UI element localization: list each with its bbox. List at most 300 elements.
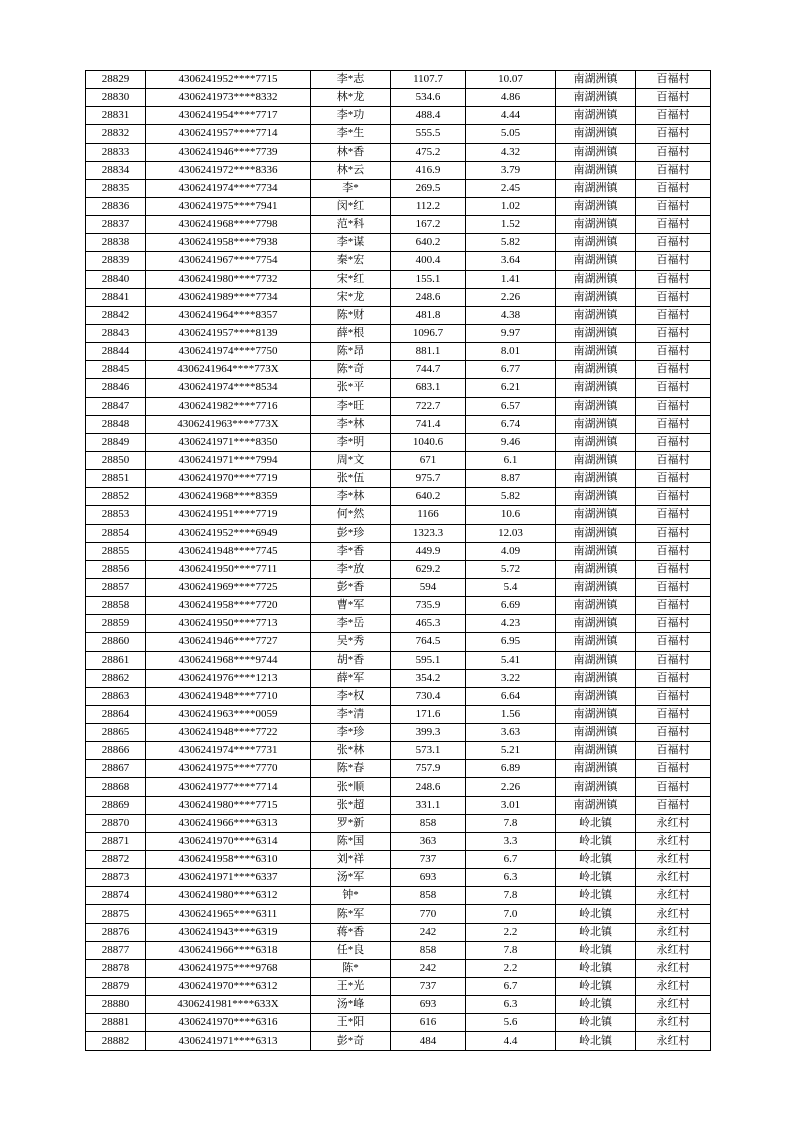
table-cell-id_masked: 4306241973****8332 xyxy=(146,89,311,107)
table-cell-village: 百福村 xyxy=(636,687,711,705)
table-cell-id_masked: 4306241971****8350 xyxy=(146,433,311,451)
table-cell-rate: 5.82 xyxy=(466,488,556,506)
table-row xyxy=(86,216,711,234)
table-cell-village: 百福村 xyxy=(636,615,711,633)
table-cell-town: 南湖洲镇 xyxy=(556,89,636,107)
table-cell-id_masked: 4306241968****7798 xyxy=(146,216,311,234)
table-cell-name: 李*林 xyxy=(311,415,391,433)
table-row xyxy=(86,978,711,996)
table-row xyxy=(86,270,711,288)
table-cell-town: 南湖洲镇 xyxy=(556,361,636,379)
table-row xyxy=(86,941,711,959)
table-cell-seq: 28840 xyxy=(86,270,146,288)
table-row xyxy=(86,742,711,760)
table-cell-id_masked: 4306241946****7739 xyxy=(146,143,311,161)
table-cell-seq: 28829 xyxy=(86,71,146,89)
table-cell-rate: 6.95 xyxy=(466,633,556,651)
table-cell-town: 南湖洲镇 xyxy=(556,197,636,215)
table-cell-town: 岭北镇 xyxy=(556,959,636,977)
table-cell-id_masked: 4306241989****7734 xyxy=(146,288,311,306)
table-cell-seq: 28869 xyxy=(86,796,146,814)
table-cell-amount: 881.1 xyxy=(391,343,466,361)
table-cell-amount: 112.2 xyxy=(391,197,466,215)
table-cell-name: 李*旺 xyxy=(311,397,391,415)
table-cell-village: 百福村 xyxy=(636,470,711,488)
table-row xyxy=(86,197,711,215)
table-row xyxy=(86,905,711,923)
table-cell-village: 百福村 xyxy=(636,179,711,197)
table-cell-village: 百福村 xyxy=(636,252,711,270)
table-cell-rate: 6.74 xyxy=(466,415,556,433)
table-row xyxy=(86,996,711,1014)
table-cell-name: 李*珍 xyxy=(311,724,391,742)
table-cell-rate: 6.3 xyxy=(466,869,556,887)
table-cell-rate: 6.77 xyxy=(466,361,556,379)
table-cell-id_masked: 4306241971****6313 xyxy=(146,1032,311,1050)
table-cell-id_masked: 4306241948****7745 xyxy=(146,542,311,560)
table-cell-name: 李*明 xyxy=(311,433,391,451)
table-cell-town: 南湖洲镇 xyxy=(556,578,636,596)
table-cell-amount: 744.7 xyxy=(391,361,466,379)
table-cell-name: 薛*军 xyxy=(311,669,391,687)
table-cell-seq: 28858 xyxy=(86,597,146,615)
table-row xyxy=(86,959,711,977)
table-cell-id_masked: 4306241950****7713 xyxy=(146,615,311,633)
table-cell-town: 南湖洲镇 xyxy=(556,433,636,451)
table-row xyxy=(86,778,711,796)
table-cell-name: 宋*红 xyxy=(311,270,391,288)
table-cell-seq: 28848 xyxy=(86,415,146,433)
table-cell-seq: 28863 xyxy=(86,687,146,705)
table-cell-id_masked: 4306241974****7734 xyxy=(146,179,311,197)
table-row xyxy=(86,324,711,342)
table-cell-seq: 28844 xyxy=(86,343,146,361)
table-cell-name: 张*顺 xyxy=(311,778,391,796)
table-cell-amount: 671 xyxy=(391,451,466,469)
table-cell-rate: 3.63 xyxy=(466,724,556,742)
table-cell-id_masked: 4306241970****6316 xyxy=(146,1014,311,1032)
table-row xyxy=(86,306,711,324)
table-row xyxy=(86,669,711,687)
table-cell-name: 林*香 xyxy=(311,143,391,161)
table-cell-seq: 28839 xyxy=(86,252,146,270)
table-cell-name: 王*光 xyxy=(311,978,391,996)
table-cell-village: 百福村 xyxy=(636,506,711,524)
table-cell-seq: 28880 xyxy=(86,996,146,1014)
table-cell-rate: 4.38 xyxy=(466,306,556,324)
table-cell-village: 永红村 xyxy=(636,923,711,941)
table-cell-amount: 693 xyxy=(391,996,466,1014)
table-cell-amount: 629.2 xyxy=(391,560,466,578)
table-cell-town: 南湖洲镇 xyxy=(556,379,636,397)
table-cell-amount: 400.4 xyxy=(391,252,466,270)
table-cell-rate: 2.26 xyxy=(466,778,556,796)
table-row xyxy=(86,687,711,705)
table-cell-seq: 28878 xyxy=(86,959,146,977)
table-cell-town: 南湖洲镇 xyxy=(556,760,636,778)
table-cell-village: 永红村 xyxy=(636,869,711,887)
table-cell-id_masked: 4306241948****7710 xyxy=(146,687,311,705)
table-cell-amount: 363 xyxy=(391,832,466,850)
table-cell-amount: 975.7 xyxy=(391,470,466,488)
table-cell-seq: 28876 xyxy=(86,923,146,941)
table-row xyxy=(86,597,711,615)
table-cell-name: 陈*奇 xyxy=(311,361,391,379)
table-cell-amount: 640.2 xyxy=(391,234,466,252)
table-cell-id_masked: 4306241965****6311 xyxy=(146,905,311,923)
table-cell-village: 百福村 xyxy=(636,288,711,306)
table-cell-amount: 248.6 xyxy=(391,778,466,796)
table-cell-amount: 1323.3 xyxy=(391,524,466,542)
table-cell-town: 南湖洲镇 xyxy=(556,560,636,578)
table-cell-name: 彭*奇 xyxy=(311,1032,391,1050)
table-cell-amount: 155.1 xyxy=(391,270,466,288)
table-row xyxy=(86,524,711,542)
table-cell-seq: 28837 xyxy=(86,216,146,234)
table-cell-amount: 764.5 xyxy=(391,633,466,651)
table-row xyxy=(86,415,711,433)
table-cell-rate: 6.89 xyxy=(466,760,556,778)
table-cell-seq: 28852 xyxy=(86,488,146,506)
table-row xyxy=(86,578,711,596)
table-row xyxy=(86,288,711,306)
table-cell-village: 百福村 xyxy=(636,197,711,215)
table-cell-name: 周*文 xyxy=(311,451,391,469)
table-cell-amount: 465.3 xyxy=(391,615,466,633)
table-cell-name: 李*林 xyxy=(311,488,391,506)
table-cell-amount: 167.2 xyxy=(391,216,466,234)
table-cell-town: 南湖洲镇 xyxy=(556,324,636,342)
table-cell-name: 张*林 xyxy=(311,742,391,760)
table-cell-seq: 28833 xyxy=(86,143,146,161)
table-cell-village: 百福村 xyxy=(636,125,711,143)
table-cell-rate: 5.4 xyxy=(466,578,556,596)
table-cell-village: 百福村 xyxy=(636,234,711,252)
table-cell-seq: 28832 xyxy=(86,125,146,143)
table-cell-rate: 5.21 xyxy=(466,742,556,760)
table-cell-id_masked: 4306241970****6312 xyxy=(146,978,311,996)
table-cell-rate: 1.56 xyxy=(466,705,556,723)
table-cell-seq: 28830 xyxy=(86,89,146,107)
table-cell-village: 百福村 xyxy=(636,89,711,107)
table-cell-village: 百福村 xyxy=(636,361,711,379)
table-cell-id_masked: 4306241980****6312 xyxy=(146,887,311,905)
table-cell-town: 岭北镇 xyxy=(556,941,636,959)
table-row xyxy=(86,760,711,778)
table-row xyxy=(86,470,711,488)
table-cell-village: 永红村 xyxy=(636,832,711,850)
table-cell-town: 岭北镇 xyxy=(556,978,636,996)
table-cell-town: 南湖洲镇 xyxy=(556,778,636,796)
table-cell-amount: 737 xyxy=(391,851,466,869)
table-cell-amount: 354.2 xyxy=(391,669,466,687)
table-row xyxy=(86,107,711,125)
table-cell-name: 李* xyxy=(311,179,391,197)
table-cell-village: 百福村 xyxy=(636,343,711,361)
table-cell-amount: 269.5 xyxy=(391,179,466,197)
table-cell-name: 吴*秀 xyxy=(311,633,391,651)
table-cell-town: 南湖洲镇 xyxy=(556,270,636,288)
table-row xyxy=(86,705,711,723)
table-cell-rate: 1.02 xyxy=(466,197,556,215)
table-cell-name: 李*生 xyxy=(311,125,391,143)
table-cell-village: 永红村 xyxy=(636,996,711,1014)
table-cell-rate: 2.2 xyxy=(466,923,556,941)
table-cell-amount: 416.9 xyxy=(391,161,466,179)
table-cell-rate: 9.97 xyxy=(466,324,556,342)
table-cell-id_masked: 4306241969****7725 xyxy=(146,578,311,596)
table-cell-seq: 28841 xyxy=(86,288,146,306)
table-row xyxy=(86,379,711,397)
table-cell-town: 岭北镇 xyxy=(556,996,636,1014)
table-cell-amount: 484 xyxy=(391,1032,466,1050)
table-cell-village: 百福村 xyxy=(636,796,711,814)
table-cell-name: 何*然 xyxy=(311,506,391,524)
table-cell-name: 李*权 xyxy=(311,687,391,705)
table-row xyxy=(86,1032,711,1050)
table-cell-id_masked: 4306241971****7994 xyxy=(146,451,311,469)
table-cell-seq: 28851 xyxy=(86,470,146,488)
table-cell-name: 彭*珍 xyxy=(311,524,391,542)
table-cell-id_masked: 4306241966****6313 xyxy=(146,814,311,832)
table-cell-town: 岭北镇 xyxy=(556,923,636,941)
table-cell-rate: 6.1 xyxy=(466,451,556,469)
table-cell-amount: 693 xyxy=(391,869,466,887)
table-cell-seq: 28831 xyxy=(86,107,146,125)
table-cell-town: 南湖洲镇 xyxy=(556,651,636,669)
table-cell-town: 岭北镇 xyxy=(556,887,636,905)
table-cell-town: 南湖洲镇 xyxy=(556,742,636,760)
table-cell-town: 岭北镇 xyxy=(556,851,636,869)
table-cell-town: 岭北镇 xyxy=(556,814,636,832)
table-cell-id_masked: 4306241974****7731 xyxy=(146,742,311,760)
table-cell-village: 永红村 xyxy=(636,1032,711,1050)
table-cell-rate: 1.41 xyxy=(466,270,556,288)
table-cell-name: 张*平 xyxy=(311,379,391,397)
table-cell-id_masked: 4306241976****1213 xyxy=(146,669,311,687)
table-cell-village: 百福村 xyxy=(636,71,711,89)
table-row xyxy=(86,633,711,651)
table-cell-rate: 3.01 xyxy=(466,796,556,814)
table-row xyxy=(86,143,711,161)
table-cell-seq: 28882 xyxy=(86,1032,146,1050)
table-cell-seq: 28867 xyxy=(86,760,146,778)
table-cell-name: 蒋*香 xyxy=(311,923,391,941)
table-cell-village: 百福村 xyxy=(636,560,711,578)
table-cell-amount: 1096.7 xyxy=(391,324,466,342)
table-cell-village: 永红村 xyxy=(636,851,711,869)
table-cell-amount: 171.6 xyxy=(391,705,466,723)
table-cell-seq: 28855 xyxy=(86,542,146,560)
table-cell-id_masked: 4306241951****7719 xyxy=(146,506,311,524)
table-cell-rate: 6.64 xyxy=(466,687,556,705)
table-cell-amount: 757.9 xyxy=(391,760,466,778)
table-cell-rate: 5.82 xyxy=(466,234,556,252)
table-cell-id_masked: 4306241968****9744 xyxy=(146,651,311,669)
table-cell-town: 南湖洲镇 xyxy=(556,488,636,506)
table-cell-village: 百福村 xyxy=(636,306,711,324)
table-cell-rate: 10.07 xyxy=(466,71,556,89)
table-cell-town: 南湖洲镇 xyxy=(556,796,636,814)
table-cell-town: 南湖洲镇 xyxy=(556,633,636,651)
table-cell-rate: 2.26 xyxy=(466,288,556,306)
table-cell-id_masked: 4306241975****7770 xyxy=(146,760,311,778)
table-cell-seq: 28849 xyxy=(86,433,146,451)
table-cell-village: 百福村 xyxy=(636,760,711,778)
table-row xyxy=(86,451,711,469)
table-row xyxy=(86,252,711,270)
table-cell-id_masked: 4306241966****6318 xyxy=(146,941,311,959)
table-cell-id_masked: 4306241982****7716 xyxy=(146,397,311,415)
table-cell-seq: 28845 xyxy=(86,361,146,379)
table-cell-town: 南湖洲镇 xyxy=(556,216,636,234)
table-cell-rate: 5.6 xyxy=(466,1014,556,1032)
table-row xyxy=(86,397,711,415)
table-cell-seq: 28856 xyxy=(86,560,146,578)
table-cell-amount: 248.6 xyxy=(391,288,466,306)
table-row xyxy=(86,125,711,143)
table-cell-town: 南湖洲镇 xyxy=(556,125,636,143)
table-cell-town: 南湖洲镇 xyxy=(556,397,636,415)
table-cell-name: 陈*昂 xyxy=(311,343,391,361)
table-cell-amount: 488.4 xyxy=(391,107,466,125)
table-cell-name: 任*良 xyxy=(311,941,391,959)
table-cell-village: 百福村 xyxy=(636,324,711,342)
table-cell-id_masked: 4306241957****7714 xyxy=(146,125,311,143)
table-cell-town: 南湖洲镇 xyxy=(556,470,636,488)
table-row xyxy=(86,724,711,742)
table-cell-amount: 735.9 xyxy=(391,597,466,615)
table-cell-amount: 737 xyxy=(391,978,466,996)
table-cell-rate: 3.22 xyxy=(466,669,556,687)
table-cell-id_masked: 4306241963****0059 xyxy=(146,705,311,723)
table-cell-town: 南湖洲镇 xyxy=(556,524,636,542)
table-cell-town: 南湖洲镇 xyxy=(556,597,636,615)
table-cell-town: 南湖洲镇 xyxy=(556,107,636,125)
table-cell-rate: 3.79 xyxy=(466,161,556,179)
table-cell-id_masked: 4306241963****773X xyxy=(146,415,311,433)
table-cell-name: 陈*财 xyxy=(311,306,391,324)
table-cell-amount: 730.4 xyxy=(391,687,466,705)
table-cell-seq: 28873 xyxy=(86,869,146,887)
table-cell-id_masked: 4306241964****8357 xyxy=(146,306,311,324)
table-cell-rate: 2.45 xyxy=(466,179,556,197)
table-cell-village: 永红村 xyxy=(636,941,711,959)
table-cell-amount: 858 xyxy=(391,941,466,959)
table-row xyxy=(86,887,711,905)
table-cell-amount: 595.1 xyxy=(391,651,466,669)
table-cell-town: 南湖洲镇 xyxy=(556,669,636,687)
table-cell-amount: 594 xyxy=(391,578,466,596)
table-cell-town: 南湖洲镇 xyxy=(556,705,636,723)
table-row xyxy=(86,488,711,506)
table-cell-name: 秦*宏 xyxy=(311,252,391,270)
table-cell-rate: 4.4 xyxy=(466,1032,556,1050)
table-cell-rate: 4.32 xyxy=(466,143,556,161)
table-cell-name: 彭*香 xyxy=(311,578,391,596)
table-cell-town: 南湖洲镇 xyxy=(556,161,636,179)
table-cell-town: 南湖洲镇 xyxy=(556,542,636,560)
table-cell-id_masked: 4306241980****7715 xyxy=(146,796,311,814)
table-cell-seq: 28843 xyxy=(86,324,146,342)
table-cell-name: 李*志 xyxy=(311,71,391,89)
table-row xyxy=(86,560,711,578)
table-cell-id_masked: 4306241954****7717 xyxy=(146,107,311,125)
table-cell-id_masked: 4306241952****6949 xyxy=(146,524,311,542)
table-cell-seq: 28872 xyxy=(86,851,146,869)
table-cell-rate: 8.01 xyxy=(466,343,556,361)
table-cell-village: 百福村 xyxy=(636,216,711,234)
table-cell-id_masked: 4306241950****7711 xyxy=(146,560,311,578)
table-cell-id_masked: 4306241957****8139 xyxy=(146,324,311,342)
table-cell-name: 李*岳 xyxy=(311,615,391,633)
table-cell-amount: 1107.7 xyxy=(391,71,466,89)
table-cell-seq: 28862 xyxy=(86,669,146,687)
table-cell-amount: 534.6 xyxy=(391,89,466,107)
table-cell-seq: 28879 xyxy=(86,978,146,996)
table-cell-name: 李*谋 xyxy=(311,234,391,252)
table-cell-id_masked: 4306241977****7714 xyxy=(146,778,311,796)
table-row xyxy=(86,343,711,361)
table-row xyxy=(86,923,711,941)
table-cell-rate: 3.64 xyxy=(466,252,556,270)
table-cell-id_masked: 4306241964****773X xyxy=(146,361,311,379)
table-cell-amount: 399.3 xyxy=(391,724,466,742)
table-row xyxy=(86,796,711,814)
table-cell-name: 曹*军 xyxy=(311,597,391,615)
table-cell-town: 南湖洲镇 xyxy=(556,288,636,306)
table-cell-seq: 28868 xyxy=(86,778,146,796)
table-cell-name: 汤*军 xyxy=(311,869,391,887)
table-cell-village: 百福村 xyxy=(636,433,711,451)
table-row xyxy=(86,615,711,633)
table-cell-id_masked: 4306241971****6337 xyxy=(146,869,311,887)
table-cell-name: 陈* xyxy=(311,959,391,977)
table-cell-seq: 28866 xyxy=(86,742,146,760)
table-cell-id_masked: 4306241948****7722 xyxy=(146,724,311,742)
table-cell-id_masked: 4306241980****7732 xyxy=(146,270,311,288)
table-cell-rate: 5.41 xyxy=(466,651,556,669)
table-cell-seq: 28874 xyxy=(86,887,146,905)
table-cell-town: 南湖洲镇 xyxy=(556,234,636,252)
table-cell-town: 岭北镇 xyxy=(556,1014,636,1032)
table-cell-seq: 28847 xyxy=(86,397,146,415)
table-cell-rate: 5.72 xyxy=(466,560,556,578)
table-cell-rate: 7.8 xyxy=(466,941,556,959)
table-cell-village: 百福村 xyxy=(636,597,711,615)
table-cell-village: 永红村 xyxy=(636,978,711,996)
table-cell-name: 宋*龙 xyxy=(311,288,391,306)
table-cell-seq: 28865 xyxy=(86,724,146,742)
table-cell-seq: 28881 xyxy=(86,1014,146,1032)
table-cell-amount: 449.9 xyxy=(391,542,466,560)
table-cell-village: 百福村 xyxy=(636,669,711,687)
table-cell-id_masked: 4306241967****7754 xyxy=(146,252,311,270)
table-cell-id_masked: 4306241958****7938 xyxy=(146,234,311,252)
table-cell-seq: 28846 xyxy=(86,379,146,397)
table-cell-name: 钟* xyxy=(311,887,391,905)
table-cell-rate: 7.8 xyxy=(466,887,556,905)
table-cell-rate: 10.6 xyxy=(466,506,556,524)
table-row xyxy=(86,71,711,89)
table-cell-name: 薛*根 xyxy=(311,324,391,342)
table-cell-name: 闵*红 xyxy=(311,197,391,215)
table-cell-town: 南湖洲镇 xyxy=(556,179,636,197)
table-cell-amount: 475.2 xyxy=(391,143,466,161)
table-cell-rate: 7.8 xyxy=(466,814,556,832)
table-cell-id_masked: 4306241974****8534 xyxy=(146,379,311,397)
table-cell-name: 罗*新 xyxy=(311,814,391,832)
